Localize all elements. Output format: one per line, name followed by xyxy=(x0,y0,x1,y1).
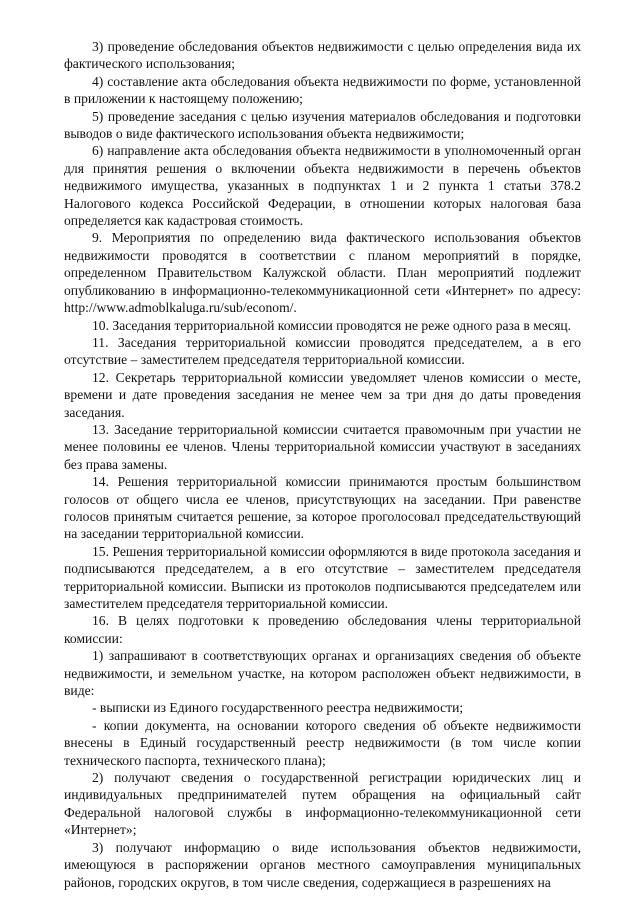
paragraph-section-16: 16. В целях подготовки к проведению обследования члены территориальной комиссии: xyxy=(64,613,581,646)
paragraph-section-13: 13. Заседание территориальной комиссии считается правомочным при участии не менее половины ее членов. Члены территориальной комиссии участвуют в заседаниях без права замены. xyxy=(64,421,581,472)
paragraph-subitem-2: 2) получают сведения о государственной регистрации юридических лиц и индивидуальных предпринимателей путем обращения на официальный сайт Федеральной налоговой службы в информационно-телекоммуникационной сети «Интернет»; xyxy=(64,770,581,838)
paragraph-item-6: 6) направление акта обследования объекта недвижимости в уполномоченный орган для принятия решения о включении объекта недвижимости в перечень объектов недвижимого имущества, указанных в подпунктах 1 и 2 пункта 1 статьи 378.2 Налогового кодекса Российской Федерации, в отношении которых налоговая база определяется как кадастровая стоимость. xyxy=(64,143,581,229)
paragraph-section-14: 14. Решения территориальной комиссии принимаются простым большинством голосов от общего числа ее членов, присутствующих на заседании. При равенстве голосов принятым считается решение, за которое проголосовал председательствующий на заседании территориальной комиссии. xyxy=(64,474,581,542)
paragraph-item-3: 3) проведение обследования объектов недвижимости с целью определения вида их фактического использования; xyxy=(64,39,581,72)
paragraph-subitem-1: 1) запрашивают в соответствующих органах и организациях сведения об объекте недвижимости, и земельном участке, на котором расположен объект недвижимости, в виде: xyxy=(64,648,581,699)
paragraph-bullet-document-copy: - копии документа, на основании которого сведения об объекте недвижимости внесены в Единый государственный реестр недвижимости (в том числе копии технического паспорта, технического плана); xyxy=(64,717,581,768)
paragraph-bullet-egrn-extract: - выписки из Единого государственного реестра недвижимости; xyxy=(92,700,464,716)
paragraph-subitem-3: 3) получают информацию о виде использования объектов недвижимости, имеющуюся в распоряжении органов местного самоуправления муниципальных районов, городских округов, в том числе сведения, содержащиеся в разрешениях на xyxy=(64,839,581,890)
paragraph-section-12: 12. Секретарь территориальной комиссии уведомляет членов комиссии о месте, времени и дате проведения заседания не менее чем за три дня до даты проведения заседания. xyxy=(64,369,581,420)
paragraph-section-15: 15. Решения территориальной комиссии оформляются в виде протокола заседания и подписываются председателем, а в его отсутствие – заместителем председателя территориальной комиссии. Выписки из протоколов подписываются председателем или заместителем председателя территориальной комиссии. xyxy=(64,543,581,611)
paragraph-item-5: 5) проведение заседания с целью изучения материалов обследования и подготовки выводов о виде фактического использования объекта недвижимости; xyxy=(64,108,581,142)
paragraph-section-9: 9. Мероприятия по определению вида фактического использования объектов недвижимости проводятся в соответствии с планом мероприятий в порядке, определенном Правительством Калужской области. План мероприятий подлежит опубликованию в информационно-телекоммуникационной сети «Интернет» по адресу: http://www.admoblkaluga.ru/sub/econom/. xyxy=(64,230,581,316)
paragraph-section-11: 11. Заседания территориальной комиссии проводятся председателем, а в его отсутствие – заместителем председателя территориальной комиссии. xyxy=(64,334,581,368)
paragraph-item-4: 4) составление акта обследования объекта недвижимости по форме, установленной в приложении к настоящему положению; xyxy=(64,73,581,107)
paragraph-section-10: 10. Заседания территориальной комиссии проводятся не реже одного раза в месяц. xyxy=(92,317,572,333)
